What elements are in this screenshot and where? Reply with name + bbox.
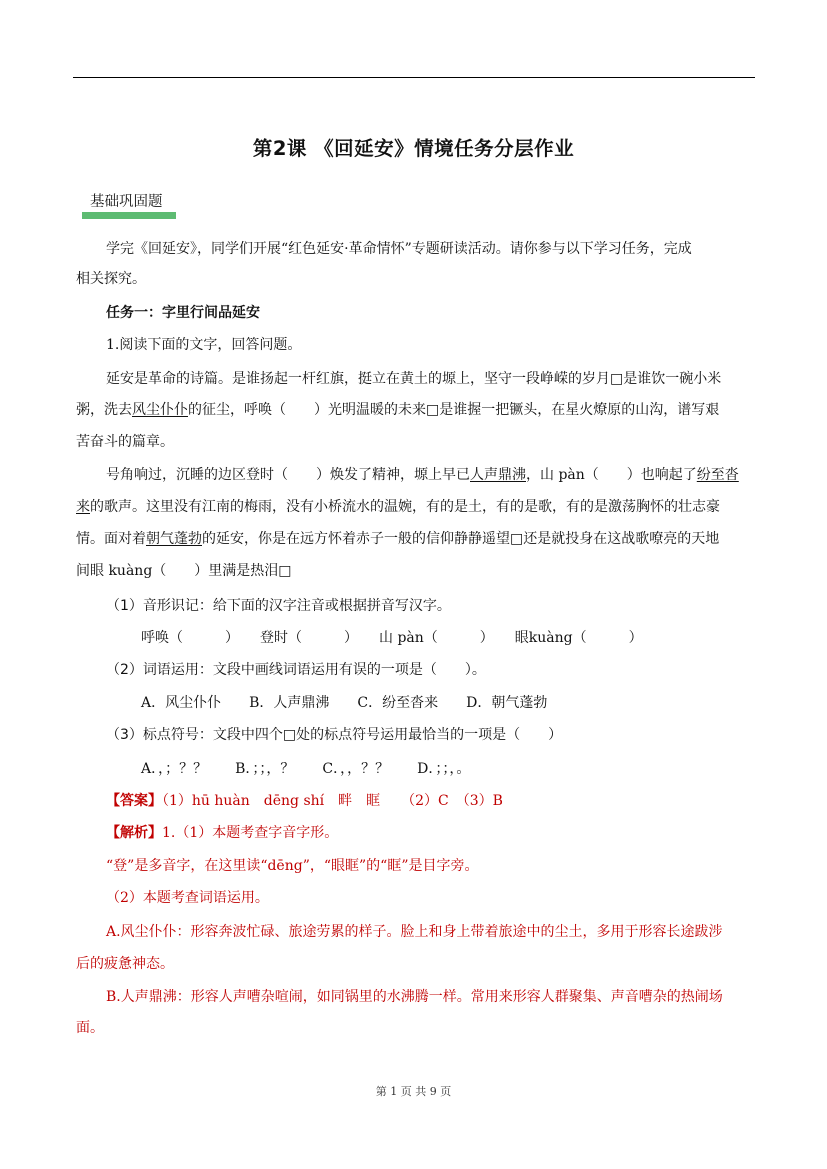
sub-question-2: （2）词语运用：文段中画线词语运用有误的一项是（ ）。 xyxy=(106,662,486,678)
passage-line xyxy=(76,530,719,548)
analysis-line: A.风尘仆仆：形容奔波忙碌、旅途劳累的样子。脸上和身上带着旅途中的尘土，多用于形容长途跋涉 xyxy=(106,924,723,940)
analysis-line xyxy=(106,824,338,842)
sub-question-1: （1）音形识记：给下面的汉字注音或根据拼音写汉字。 xyxy=(106,598,451,614)
passage-line: 延安是革命的诗篇。是谁扬起一杆红旗，挺立在黄土的塬上，坚守一段峥嵘的岁月□是谁饮一碗小米 xyxy=(106,371,722,387)
section-heading: 基础巩固题 xyxy=(90,194,163,210)
answer-line xyxy=(106,792,503,810)
analysis-label: 【解析】 xyxy=(106,825,162,841)
page-title: 第2课 《回延安》情境任务分层作业 xyxy=(252,137,575,160)
analysis-line: （2）本题考查词语运用。 xyxy=(106,890,269,906)
task-one-heading: 任务一：字里行间品延安 xyxy=(106,305,260,321)
analysis-text: 1.（1）本题考查字音字形。 xyxy=(162,825,339,841)
sub-question-2-options: A．风尘仆仆 B．人声鼎沸 C．纷至沓来 D．朝气蓬勃 xyxy=(141,695,548,711)
answer-text: （1）hū huàn dēng shí 畔 眶 （2）C （3）B xyxy=(162,793,503,809)
header-rule xyxy=(73,77,755,78)
sub-question-3-options: A．，；？？ B．；；，？ C．，，？？ D．；；，。 xyxy=(141,761,471,777)
passage-line: 间眼 kuàng（ ）里满是热泪□ xyxy=(76,563,292,579)
text-run: 情。面对着 xyxy=(76,531,146,547)
text-run: 号角响过，沉睡的边区登时（ ）焕发了精神，塬上早已 xyxy=(106,467,470,483)
question-one: 1.阅读下面的文字，回答问题。 xyxy=(106,337,302,353)
underlined-phrase: 来 xyxy=(76,499,90,515)
underlined-phrase: 人声鼎沸 xyxy=(470,467,526,483)
intro-line-1: 学完《回延安》，同学们开展“红色延安·革命情怀”专题研读活动。请你参与以下学习任务，完成 xyxy=(106,241,692,257)
passage-line xyxy=(106,466,739,484)
underlined-phrase: 朝气蓬勃 xyxy=(146,531,202,547)
sub-question-1-items: 呼唤（ ） 登时（ ） 山 pàn（ ） 眼kuàng（ ） xyxy=(141,630,643,646)
page-footer: 第 1 页 共 9 页 xyxy=(375,1085,452,1098)
text-run: 的歌声。这里没有江南的梅雨，没有小桥流水的温婉，有的是土，有的是歌，有的是激荡胸怀的壮志豪 xyxy=(90,499,720,515)
sub-question-3: （3）标点符号：文段中四个□处的标点符号运用最恰当的一项是（ ） xyxy=(106,727,563,743)
passage-line: 苦奋斗的篇章。 xyxy=(76,434,174,450)
underlined-phrase: 纷至沓 xyxy=(696,467,739,483)
underlined-phrase: 风尘仆仆 xyxy=(132,402,188,418)
analysis-line: “登”是多音字，在这里读“dēng”，“眼眶”的“眶”是目字旁。 xyxy=(106,858,479,874)
analysis-line: 后的疲惫神态。 xyxy=(76,956,174,972)
text-run: 的延安，你是在远方怀着赤子一般的信仰静静遥望□还是就投身在这战歌嘹亮的天地 xyxy=(202,531,720,547)
analysis-line: 面。 xyxy=(76,1020,104,1036)
text-run: ，山 pàn（ ）也响起了 xyxy=(526,467,697,483)
passage-line xyxy=(76,401,719,419)
text-run: 的征尘，呼唤（ ）光明温暖的未来□是谁握一把镢头，在星火燎原的山沟，谱写艰 xyxy=(188,402,720,418)
answer-label: 【答案】 xyxy=(106,793,162,809)
analysis-line: B.人声鼎沸：形容人声嘈杂喧闹，如同锅里的水沸腾一样。常用来形容人群聚集、声音嘈杂的热闹场 xyxy=(106,989,723,1005)
text-run: 粥，洗去 xyxy=(76,402,132,418)
passage-line xyxy=(76,498,720,516)
intro-line-2: 相关探究。 xyxy=(76,271,146,287)
section-underline-bar xyxy=(82,212,176,219)
